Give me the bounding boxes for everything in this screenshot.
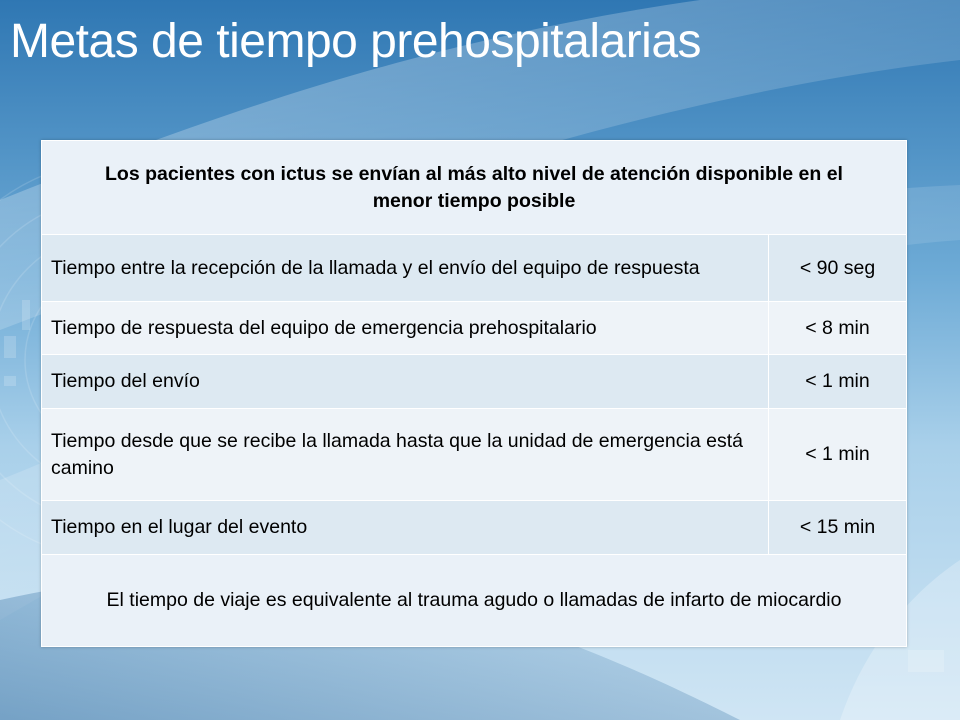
table-row: [42, 302, 907, 355]
table-row: [42, 355, 907, 409]
table-footer-cell: El tiempo de viaje es equivalente al trauma agudo o llamadas de infarto de miocardio: [42, 555, 907, 647]
table-row: [42, 235, 907, 302]
row-label: Tiempo entre la recepción de la llamada y el envío del equipo de respuesta: [42, 235, 769, 302]
table-row: [42, 501, 907, 555]
row-label: Tiempo de respuesta del equipo de emergencia prehospitalario: [42, 302, 769, 355]
row-value: < 1 min: [769, 409, 907, 501]
table-header-cell: Los pacientes con ictus se envían al más alto nivel de atención disponible en el menor tiempo posible: [42, 141, 907, 235]
row-label: Tiempo del envío: [42, 355, 769, 409]
slide-title: Metas de tiempo prehospitalarias: [10, 15, 702, 68]
table-footer-row: [42, 555, 907, 647]
table-row: [42, 409, 907, 501]
row-label: Tiempo en el lugar del evento: [42, 501, 769, 555]
row-value: < 1 min: [769, 355, 907, 409]
row-label: Tiempo desde que se recibe la llamada hasta que la unidad de emergencia está camino: [42, 409, 769, 501]
row-value: < 8 min: [769, 302, 907, 355]
row-value: < 15 min: [769, 501, 907, 555]
table-header-row: [42, 141, 907, 235]
prehospital-time-goals-table: [41, 140, 907, 647]
row-value: < 90 seg: [769, 235, 907, 302]
